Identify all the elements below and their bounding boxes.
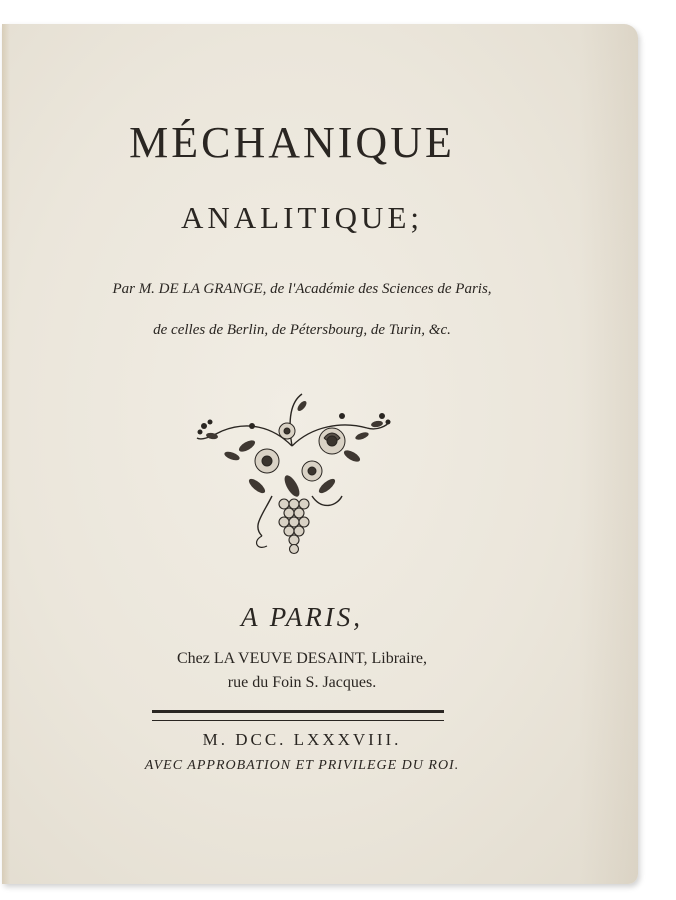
title-page-sheet: [2, 24, 638, 884]
imprint-address: rue du Foin S. Jacques.: [227, 674, 377, 691]
floral-vignette-icon: [192, 386, 392, 566]
title-line-2: ANALITIQUE;: [180, 200, 423, 235]
author-line-2: de celles de Berlin, de Pétersbourg, de Turin, &c.: [153, 322, 451, 338]
page-edge: [2, 24, 10, 884]
imprint-year: M. DCC. LXXXVIII.: [202, 730, 402, 749]
author-line-1: Par M. DE LA GRANGE, de l'Académie des Sciences de Paris,: [112, 281, 492, 297]
double-rule-divider: [152, 710, 444, 721]
title-line-1: MÉCHANIQUE: [129, 118, 455, 167]
imprint-place: A PARIS,: [241, 602, 363, 632]
imprint-publisher: Chez LA VEUVE DESAINT, Libraire,: [176, 650, 427, 667]
approbation-line: AVEC APPROBATION ET PRIVILEGE DU ROI.: [144, 758, 460, 773]
